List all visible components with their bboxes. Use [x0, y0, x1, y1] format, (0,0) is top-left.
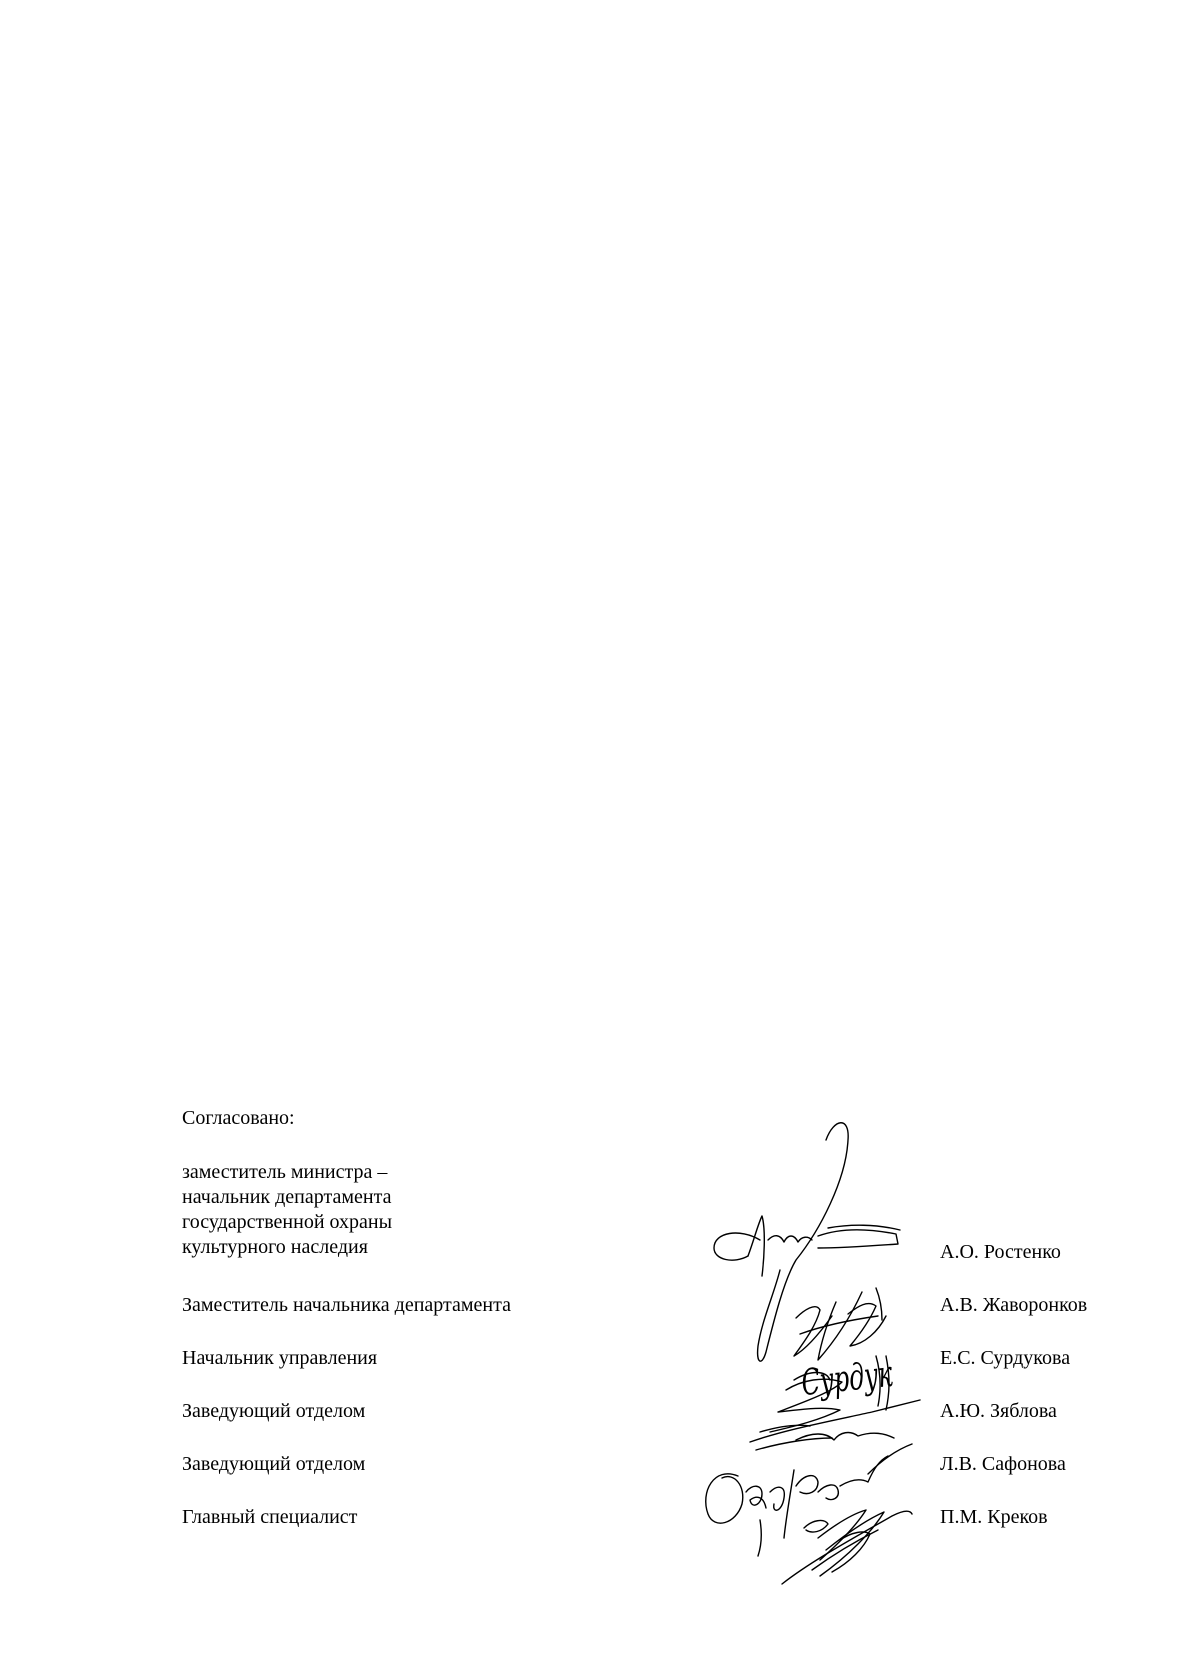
position-line: культурного наследия: [182, 1236, 368, 1258]
signatory-position-department-head-2: Заведующий отделом: [182, 1453, 366, 1475]
signatory-name-krekov: П.М. Креков: [940, 1506, 1048, 1528]
signatory-name-surdukova: Е.С. Сурдукова: [940, 1347, 1071, 1369]
signatory-name-rostenko: А.О. Ростенко: [940, 1241, 1061, 1263]
signature-rostenko: [714, 1123, 900, 1361]
position-line: начальник департамента: [182, 1186, 392, 1208]
approval-heading: Согласовано:: [182, 1107, 295, 1129]
signatory-name-zhavoronkov: А.В. Жаворонков: [940, 1294, 1088, 1316]
signatory-name-safonova: Л.В. Сафонова: [940, 1453, 1066, 1475]
signatory-position-chief-specialist: Главный специалист: [182, 1506, 358, 1528]
handwritten-signatures: [700, 1120, 940, 1590]
signatory-name-zyablova: А.Ю. Зяблова: [940, 1400, 1057, 1422]
first-signatory-position: [182, 1160, 392, 1260]
signature-krekov: [782, 1510, 912, 1584]
signature-zhavoronkov: [794, 1288, 886, 1360]
position-line: государственной охраны: [182, 1211, 393, 1233]
signatory-position-department-head-1: Заведующий отделом: [182, 1400, 366, 1422]
position-line: заместитель министра –: [182, 1161, 388, 1183]
signature-surdukova: [794, 1354, 895, 1410]
signatory-position-deputy-head: Заместитель начальника департамента: [182, 1294, 511, 1316]
signatory-position-head-of-directorate: Начальник управления: [182, 1347, 378, 1369]
signature-safonova: [706, 1444, 912, 1556]
signature-surdukova-text: Сурдук: [799, 1353, 895, 1405]
